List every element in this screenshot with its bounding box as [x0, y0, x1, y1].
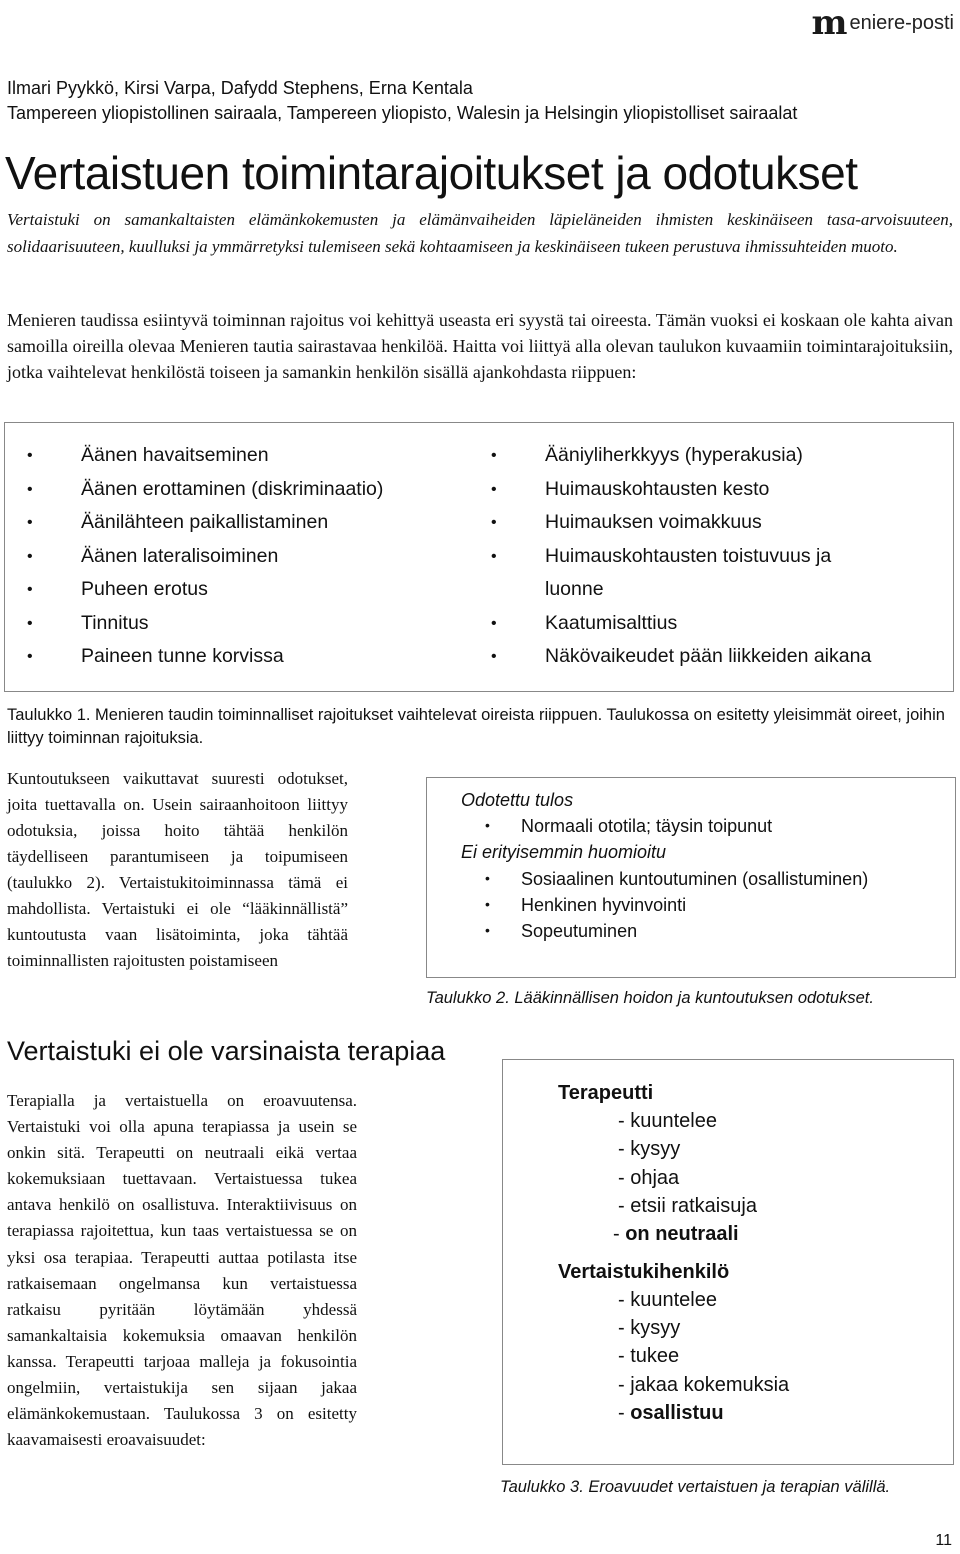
list-item: - kuuntelee [618, 1289, 717, 1311]
list-item: • Äänen lateralisoiminen [81, 540, 383, 574]
author-affiliations: Tampereen yliopistollinen sairaala, Tampereen yliopisto, Walesin ja Helsingin yliopistolliset sairaalat [7, 103, 798, 123]
table-2-caption: Taulukko 2. Lääkinnällisen hoidon ja kuntoutuksen odotukset. [426, 989, 874, 1007]
list-item: • Näkövaikeudet pään liikkeiden aikana [545, 640, 925, 674]
bullet-icon: • [27, 547, 33, 565]
table-1 [4, 422, 954, 692]
body-paragraph-1: Menieren taudissa esiintyvä toiminnan rajoitus voi kehittyä useasta eri syystä tai oireesta. Tämän vuoksi ei koskaan ole kahta aivan samoilla oireilla olevaa Menieren tautia sairastavaa henkilöä. Haitta voi liittyä alla olevan taulukon kuvaamiin toimintarajoituksiin, jotka vaihtelevat henkilöstä toiseen ja samankin henkilön sisällä ajankohdasta riippuen: [7, 310, 953, 382]
list-item: - kysyy [618, 1138, 681, 1160]
list-item: • Ääniyliherkkyys (hyperakusia) [545, 439, 925, 473]
list-item: • Sopeutuminen [485, 921, 638, 941]
list-item: - on neutraali [613, 1223, 739, 1245]
table-2-heading-expected: Odotettu tulos [461, 790, 574, 810]
symptom-list-hearing [27, 439, 384, 674]
list-item: • Äänilähteen paikallistaminen [81, 506, 383, 540]
bullet-icon: • [491, 480, 497, 498]
bullet-icon: • [27, 581, 33, 598]
list-item: - kysyy [618, 1317, 681, 1339]
section-heading: Vertaistuki ei ole varsinaista terapiaa [7, 1036, 446, 1066]
table-2-heading-not-considered: Ei erityisemmin huomioitu [461, 842, 667, 862]
list-item: • Huimauskohtausten kesto [545, 473, 925, 507]
list-item: - kuuntelee [618, 1110, 717, 1132]
bullet-icon: • [27, 447, 33, 464]
table-2 [426, 777, 956, 978]
bullet-icon: • [485, 896, 490, 912]
bullet-icon: • [485, 817, 490, 833]
intro-paragraph: Vertaistuki on samankaltaisten elämänkokemusten ja elämänvaiheiden läpieläneiden ihmisten keskinäiseen tasa-arvoisuuteen, solidaarisuuteen, kuulluksi ja ymmärretyksi tulemiseen sekä kohtaamiseen ja keskinäiseen tukeen perustuva ihmissuhteiden muoto. [7, 210, 953, 256]
bullet-icon: • [27, 480, 33, 498]
list-item: • Normaali ototila; täysin toipunut [485, 816, 773, 836]
bullet-icon: • [491, 447, 497, 464]
bullet-icon: • [491, 614, 497, 632]
list-item: luonne [545, 578, 604, 600]
list-item: • Tinnitus [81, 607, 383, 641]
list-item: • Puheen erotus [81, 573, 383, 607]
list-item: • Äänen erottaminen (diskriminaatio) [81, 473, 383, 507]
bullet-icon: • [27, 514, 33, 531]
page-number: 11 [935, 1532, 952, 1549]
therapist-heading: Terapeutti [558, 1082, 654, 1104]
author-names: Ilmari Pyykkö, Kirsi Varpa, Dafydd Stephens, Erna Kentala [7, 78, 473, 98]
list-item: • Äänen havaitseminen [81, 439, 383, 473]
list-item: - ohjaa [618, 1167, 680, 1189]
list-item: - osallistuu [618, 1402, 724, 1424]
bullet-icon: • [485, 870, 490, 886]
bullet-icon: • [485, 922, 490, 938]
list-item: • Paineen tunne korvissa [81, 640, 383, 674]
list-item: • Henkinen hyvinvointi [485, 895, 687, 915]
authors-block [7, 76, 797, 126]
list-item: - etsii ratkaisuja [618, 1195, 757, 1217]
body-paragraph-3: Terapialla ja vertaistuella on eroavuutensa. Vertaistuki voi olla apuna terapiassa ja usein se onkin sitä. Terapeutti on neutraali eikä vertaa kokemuksiaan tuettavaan. Vertaistuessa tukea antava henkilö on osallistuva. Interaktiivisuus on terapiassa rajoitettua, kun taas vertaistuessa se on yksi osa terapiaa. Terapeutti auttaa potilasta itse ratkaisemaan ongelmansa kun vertaistuessa ratkaisu pyritään löytämään yhdessä samankaltaisia kokemuksia omaavan henkilön kanssa. Terapeutti tarjoaa malleja ja fokusointia ongelmiin, vertaistukija sen sijaan jakaa elämänkokemustaan. Taulukossa 3 on esitetty kaavamaisesti eroavaisuudet: [7, 1091, 357, 1450]
bullet-icon: • [491, 648, 497, 665]
peer-supporter-heading: Vertaistukihenkilö [558, 1261, 730, 1283]
bullet-icon: • [491, 514, 497, 531]
list-item: - jakaa kokemuksia [618, 1374, 790, 1396]
logo-text: eniere-posti [849, 11, 954, 34]
table-1-caption: Taulukko 1. Menieren taudin toiminnalliset rajoitukset vaihtelevat oireista riippuen. Taulukossa on esitetty yleisimmät oireet, joihin liittyy toiminnan rajoituksia. [7, 706, 945, 747]
list-item: - tukee [618, 1345, 680, 1367]
list-item: • Huimauksen voimakkuus [545, 506, 925, 540]
bullet-icon: • [27, 648, 33, 665]
list-item: • Kaatumisalttius [545, 607, 925, 641]
list-item: • Huimauskohtausten toistuvuus ja [545, 540, 925, 574]
logo-mark-icon: m [811, 3, 848, 43]
table-3-caption: Taulukko 3. Eroavuudet vertaistuen ja terapian välillä. [500, 1478, 891, 1496]
body-paragraph-2: Kuntoutukseen vaikuttavat suuresti odotukset, joita tuettavalla on. Usein sairaanhoitoon liittyy odotuksia, joissa hoito tähtää henkilön täydelliseen parantumiseen ja toipumiseen (taulukko 2). Vertaistukitoiminnassa tämä ei mahdollista. Vertaistuki ei ole “lääkinnällistä” kuntoutusta vaan lisätoiminta, joka tähtää toiminnallisten rajoitusten poistamiseen [7, 769, 348, 970]
meniere-posti-logo [811, 3, 955, 43]
symptom-list-vertigo [491, 439, 925, 674]
bullet-icon: • [491, 547, 497, 565]
list-item: • Sosiaalinen kuntoutuminen (osallistuminen) [485, 869, 869, 889]
table-3 [502, 1059, 954, 1465]
article-title: Vertaistuen toimintarajoitukset ja odotukset [5, 147, 858, 199]
bullet-icon: • [27, 614, 33, 632]
